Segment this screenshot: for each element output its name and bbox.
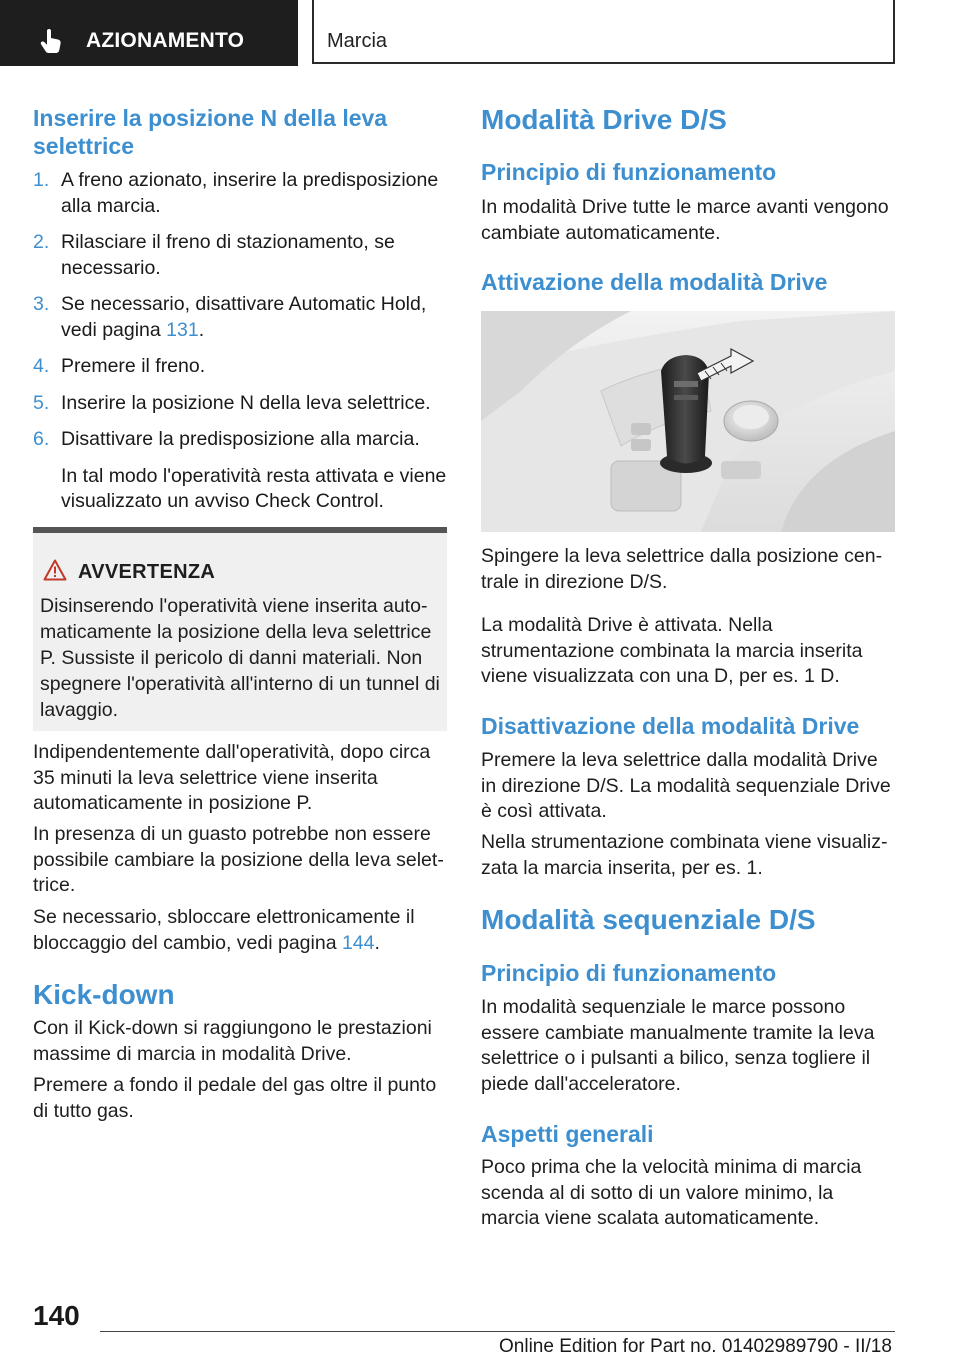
paragraph: Con il Kick-down si raggiungono le prestazioni massime di marcia in modalità Drive. (33, 1017, 432, 1065)
page-link[interactable]: 144 (341, 931, 375, 954)
deactivation-heading: Disattivazione della modalità Drive (481, 713, 860, 739)
paragraph: Premere a fondo il pedale del gas oltre il punto di tutto gas. (33, 1074, 437, 1122)
warning-text: Disinserendo l'operatività viene inserita automaticamente la posizione della leva selettrice P. Sussiste il pericolo di danni materiali. Non spegnere l'operatività all'interno di un tunnel di lavaggio. (40, 595, 440, 721)
warning-title: AVVERTENZA (78, 561, 216, 583)
step-continuation: In tal modo l'operatività resta attivata e viene visualizzato un avviso Check Control. (61, 464, 447, 512)
step-text: Inserire la posizione N della leva selettrice. (61, 391, 431, 414)
step-number: 5. (33, 391, 50, 414)
warning-box (33, 527, 447, 731)
step-text: Se necessario, disattivare Automatic Hold, vedi pagina (61, 293, 427, 341)
list-item (33, 354, 447, 380)
kickdown-heading: Kick-down (33, 979, 175, 1010)
list-item (33, 427, 447, 453)
list-item (33, 292, 447, 343)
paragraph-text-end: . (374, 931, 380, 954)
paragraph: In presenza di un guasto potrebbe non essere possibile cambiare la posizione della leva selettrice. (33, 823, 444, 896)
step-number: 4. (33, 355, 50, 377)
list-item (33, 230, 447, 281)
step-number: 3. (33, 293, 50, 315)
paragraph: La modalità Drive è attivata. Nella strumentazione combinata la marcia inserita viene visualizzata con una D, per es. 1 D. (481, 614, 863, 687)
section-tab (0, 0, 298, 66)
activation-heading: Attivazione della modalità Drive (481, 269, 828, 295)
paragraph: Premere la leva selettrice dalla modalità Drive in direzione D/S. La modalità sequenziale Drive è così attivata. (481, 749, 891, 822)
paragraph-text: Se necessario, sbloccare elettronicamente il bloccaggio del cambio, vedi pagina (33, 906, 415, 954)
step-number: 2. (33, 231, 50, 253)
list-item (33, 391, 447, 417)
chapter-tab (312, 0, 895, 64)
steps-list (33, 168, 447, 550)
section-title: AZIONAMENTO (86, 29, 245, 52)
section-heading-neutral: Inserire la posizione N della leva selettrice (33, 105, 388, 159)
page-number: 140 (33, 1300, 80, 1331)
chapter-title: Marcia (327, 30, 388, 52)
hand-pointer-icon (38, 27, 66, 55)
general-heading: Aspetti generali (481, 1121, 654, 1147)
step-text: Premere il freno. (61, 355, 206, 377)
step-text: Disattivare la predisposizione alla marcia. (61, 428, 420, 450)
paragraph: Nella strumentazione combinata viene visualizzata la marcia inserita, per es. 1. (481, 831, 888, 879)
gear-selector-illustration (481, 311, 895, 532)
step-number: 6. (33, 428, 50, 450)
paragraph (33, 905, 447, 956)
step-text-end: . (198, 318, 205, 341)
edition-text: Online Edition for Part no. 01402989790 - II/18 (499, 1336, 892, 1357)
paragraph: Spingere la leva selettrice dalla posizione centrale in direzione D/S. (481, 545, 883, 593)
step-number: 1. (33, 169, 50, 191)
paragraph: In modalità Drive tutte le marce avanti vengono cambiate automaticamente. (481, 196, 889, 244)
principle-heading: Principio di funzionamento (481, 960, 777, 986)
paragraph: Poco prima che la velocità minima di marcia scenda al di sotto di un valore minimo, la marcia viene scalata automaticamente. (481, 1156, 862, 1229)
gear-selector-image (481, 311, 895, 532)
step-text: Rilasciare il freno di stazionamento, se necessario. (61, 231, 395, 279)
page-link[interactable]: 131 (166, 318, 199, 341)
paragraph: Indipendentemente dall'operatività, dopo circa 35 minuti la leva selettrice viene inserita automaticamente in posizione P. (33, 741, 431, 814)
step-text: A freno azionato, inserire la predisposizione alla marcia. (61, 169, 439, 217)
sequential-mode-heading: Modalità sequenziale D/S (481, 904, 816, 935)
drive-mode-heading: Modalità Drive D/S (481, 104, 727, 135)
footer-divider (100, 1331, 895, 1332)
list-item (33, 168, 447, 219)
principle-heading: Principio di funzionamento (481, 159, 777, 185)
warning-triangle-icon (43, 559, 67, 581)
paragraph: In modalità sequenziale le marce possono essere cambiate manualmente tramite la leva selettrice o i pulsanti a bilico, senza togliere il piede dall'acceleratore. (481, 996, 875, 1095)
